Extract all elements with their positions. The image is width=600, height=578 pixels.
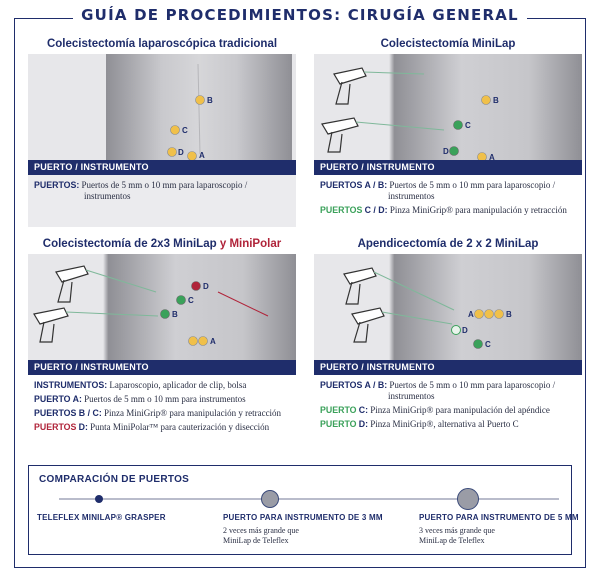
port-c (177, 296, 186, 305)
svg-text:D: D (178, 148, 184, 157)
svg-text:C: C (485, 340, 491, 349)
comparison-note: 3 veces más grande que MiniLap de Teleflex (419, 526, 495, 545)
svg-text:A: A (210, 337, 216, 346)
svg-text:A: A (489, 153, 495, 160)
panel-description (28, 175, 296, 227)
svg-text:A: A (468, 310, 474, 319)
desc-row: INSTRUMENTOS: Laparoscopio, aplicador de clip, bolsa (34, 380, 247, 390)
port-c (474, 340, 483, 349)
svg-text:B: B (172, 310, 178, 319)
desc-row: PUERTOS C / D: Pinza MiniGrip® para manipulación y retracción (320, 205, 567, 215)
svg-text:B: B (493, 96, 499, 105)
port-a (475, 310, 484, 319)
desc-row: PUERTOS B / C: Pinza MiniGrip® para manipulación y retracción (34, 408, 282, 418)
port-d (450, 147, 459, 156)
panel-description (314, 175, 582, 227)
svg-text:B: B (207, 96, 213, 105)
port-a (478, 153, 487, 161)
port-3mm-dot (261, 490, 279, 508)
panel-description (314, 375, 582, 427)
panel-title: Colecistectomía MiniLap (380, 38, 516, 50)
svg-text:C: C (465, 121, 471, 130)
port-d (452, 326, 461, 335)
svg-text:A: A (199, 151, 205, 160)
comparison-label: PUERTO PARA INSTRUMENTO DE 5 MM (419, 513, 579, 522)
svg-text:D: D (443, 147, 449, 156)
port-b (196, 96, 205, 105)
port-b (482, 96, 491, 105)
svg-text:C: C (182, 126, 188, 135)
bar-label: PUERTO / INSTRUMENTO (28, 360, 296, 375)
comparison-note: 2 veces más grande que MiniLap de Teleflex (223, 526, 299, 545)
svg-text:D: D (462, 326, 468, 335)
port-b (485, 310, 494, 319)
desc-row: PUERTO C: Pinza MiniGrip® para manipulación del apéndice (320, 405, 550, 415)
panel-title: Colecistectomía de 2x3 MiniLap y MiniPolar (42, 238, 282, 250)
svg-text:D: D (203, 282, 209, 291)
port-c (171, 126, 180, 135)
desc-row: PUERTOS: Puertos de 5 mm o 10 mm para laparoscopio / instrumentos (34, 180, 248, 201)
torso-image (314, 254, 582, 360)
panel-description (28, 375, 296, 432)
torso-image (28, 54, 296, 160)
port-d (192, 282, 201, 291)
svg-text:B: B (506, 310, 512, 319)
desc-row: PUERTO D: Pinza MiniGrip®, alternativa al Puerto C (320, 419, 519, 429)
desc-row: PUERTOS D: Punta MiniPolar™ para cauterización y disección (34, 422, 270, 432)
desc-row: PUERTO A: Puertos de 5 mm o 10 mm para instrumentos (34, 394, 246, 404)
comparison-line (59, 498, 559, 500)
port-d (168, 148, 177, 157)
bar-label: PUERTO / INSTRUMENTO (314, 360, 582, 375)
port-comparison (28, 465, 579, 555)
port-5mm-dot (457, 488, 479, 510)
torso-image (314, 54, 582, 160)
page-title: GUÍA DE PROCEDIMIENTOS: CIRUGÍA GENERAL (0, 6, 600, 25)
bar-label: PUERTO / INSTRUMENTO (314, 160, 582, 175)
port-a (188, 152, 197, 161)
panel-title: Apendicectomía de 2 x 2 MiniLap (357, 238, 539, 250)
port-c (454, 121, 463, 130)
comparison-label: PUERTO PARA INSTRUMENTO DE 3 MM (223, 513, 383, 522)
panel-title: Colecistectomía laparoscópica tradicional (46, 38, 278, 50)
comparison-title: COMPARACIÓN DE PUERTOS (39, 474, 190, 485)
torso-image (28, 254, 296, 360)
port-b (161, 310, 170, 319)
comparison-label: TELEFLEX MINILAP® GRASPER (37, 513, 166, 522)
svg-text:C: C (188, 296, 194, 305)
bar-label: PUERTO / INSTRUMENTO (28, 160, 296, 175)
desc-row: PUERTOS A / B: Puertos de 5 mm o 10 mm para laparoscopio / instrumentos (320, 180, 556, 201)
port-a (189, 337, 198, 346)
desc-row: PUERTOS A / B: Puertos de 5 mm o 10 mm para laparoscopio / instrumentos (320, 380, 556, 401)
minilap-port-dot (95, 495, 103, 503)
